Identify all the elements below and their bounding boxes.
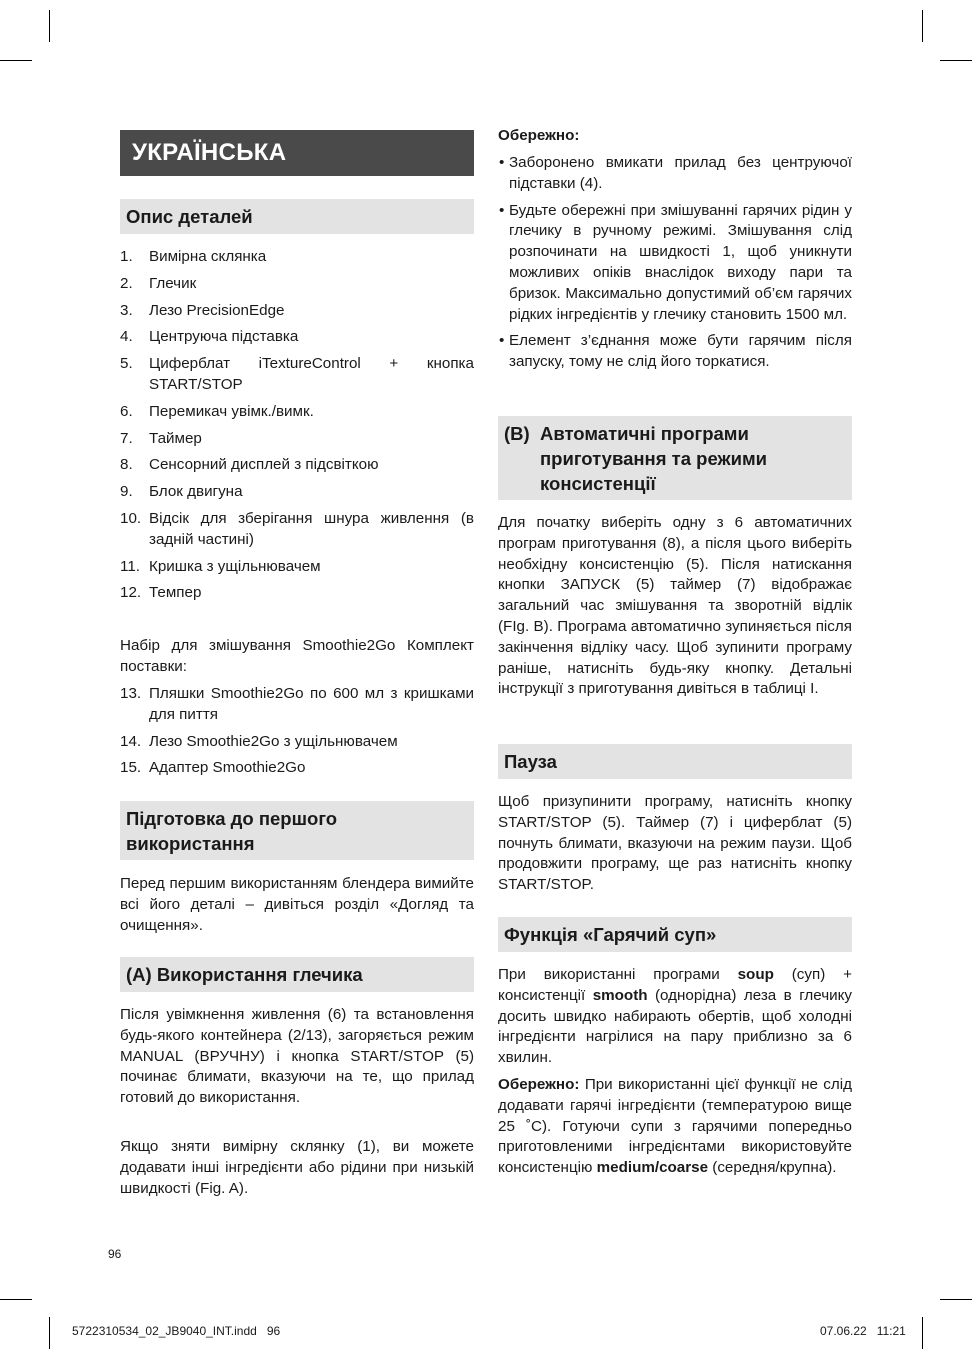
list-item: 11. Кришка з ущільнювачем — [120, 557, 321, 575]
parts-heading: Опис деталей — [120, 199, 474, 234]
prep-text: Перед першим використанням блендера вимийте всі його деталі – дивіться розділ «Догляд та очищення». — [120, 875, 474, 934]
kit-list — [120, 684, 474, 779]
list-item: 4. Центруюча підставка — [120, 328, 299, 346]
list-item: 14. Лезо Smoothie2Go з ущільнювачем — [120, 732, 398, 750]
pause-heading: Пауза — [498, 744, 852, 779]
crop-mark — [49, 1317, 50, 1349]
crop-mark — [0, 1299, 32, 1300]
pause-text: Щоб призупинити програму, натисніть кнопку START/STOP (5). Таймер (7) і циферблат (5) почнуть блимати, вказуючи на режим паузи. Щоб продовжити програму, ще раз натисніть кнопку START/STOP. — [498, 793, 852, 894]
list-item: • Заборонено вмикати прилад без центруючої підставки (4). — [499, 154, 852, 192]
crop-mark — [0, 60, 32, 61]
prep-heading: Підготовка до першого використання — [120, 801, 474, 860]
list-item: 10. Відсік для зберігання шнура живлення (в задній частині) — [120, 509, 474, 548]
language-title: УКРАЇНСЬКА — [120, 130, 474, 176]
page-number: 96 — [108, 1247, 122, 1261]
list-item: 1. Вимірна склянка — [120, 248, 267, 265]
auto-programs-text: Для початку виберіть одну з 6 автоматичних програм приготування (8), а після цього виберіть необхідну консистенцію (5). Після натискання кнопки ЗАПУСК (5) таймер (7) відображає загальний час змішування та зворотній відлік (FIg. B). Програма автоматично зупиняється після закінчення відліку часу. Щоб зупинити програму раніше, натисніть будь-яку кнопку. Детальні інструкції з приготування дивіться в таблиці I. — [498, 514, 852, 698]
list-item: 3. Лезо PrecisionEdge — [120, 301, 285, 319]
jug-paragraph-1: Після увімкнення живлення (6) та встановлення будь-якого контейнера (2/13), загоряється режим MANUAL (ВРУЧНУ) і кнопка START/STOP (5) починає блимати, вказуючи на те, що прилад готовий до використання. — [120, 1006, 474, 1107]
hot-soup-heading: Функція «Гарячий суп» — [498, 917, 852, 952]
list-item: 12. Темпер — [120, 584, 202, 602]
caution-list — [498, 153, 852, 373]
auto-programs-label: (B) — [504, 423, 530, 444]
list-item: 7. Таймер — [120, 429, 202, 447]
crop-mark — [940, 60, 972, 61]
list-item: 2. Глечик — [120, 274, 197, 292]
list-item: 6. Перемикач увімк./вимк. — [120, 402, 314, 420]
crop-mark — [49, 10, 50, 42]
crop-mark — [940, 1299, 972, 1300]
list-item: 15. Адаптер Smoothie2Go — [120, 759, 306, 777]
caution-label: Обережно: — [498, 127, 580, 144]
list-item: • Елемент з’єднання може бути гарячим після запуску, тому не слід його торкатися. — [499, 332, 852, 371]
jug-heading: (A) Використання глечика — [120, 957, 474, 992]
footer-file-info: 5722310534_02_JB9040_INT.indd 96 — [72, 1324, 281, 1338]
hot-soup-paragraph-2: Обережно: При використанні цієї функції не слід додавати гарячі інгредієнти (температурою вище 25 ˚C). Готуючи супи з гарячими попередньо приготовленими інгредієнтами використовуйте консистенцію medium/coarse (середня/крупна). — [498, 1076, 852, 1177]
list-item: 13. Пляшки Smoothie2Go по 600 мл з кришками для пиття — [120, 685, 474, 723]
list-item: 5. Циферблат iTextureControl + кнопка START/STOP — [120, 355, 474, 393]
auto-programs-title: Автоматичні програми приготування та режими консистенції — [540, 423, 768, 494]
footer-date: 07.06.22 11:21 — [820, 1324, 906, 1338]
list-item: 8. Сенсорний дисплей з підсвіткою — [120, 456, 379, 474]
auto-programs-heading — [498, 416, 852, 500]
jug-paragraph-2: Якщо зняти вимірну склянку (1), ви можете додавати інші інгредієнти або рідини при низькій швидкості (Fig. A). — [120, 1138, 474, 1197]
list-item: 9. Блок двигуна — [120, 483, 243, 501]
parts-list — [120, 247, 474, 604]
crop-mark — [922, 1317, 923, 1349]
crop-mark — [922, 10, 923, 42]
hot-soup-paragraph-1: При використанні програми soup (суп) + консистенції smooth (однорідна) леза в глечику досить швидко набирають обертів, щоб холодні інгредієнти нагрілися на пару приблизно за 6 хвилин. — [498, 966, 853, 1067]
list-item: • Будьте обережні при змішуванні гарячих рідин у глечику в ручному режимі. Змішування слід розпочинати на швидкості 1, щоб уникнути можливих опіків внаслідок виходу пари та бризок. Максимально допустимий об’єм гарячих рідких інгредієнтів у глечику становить 1500 мл. — [499, 201, 852, 323]
kit-intro: Набір для змішування Smoothie2Go Комплект поставки: — [120, 637, 474, 675]
